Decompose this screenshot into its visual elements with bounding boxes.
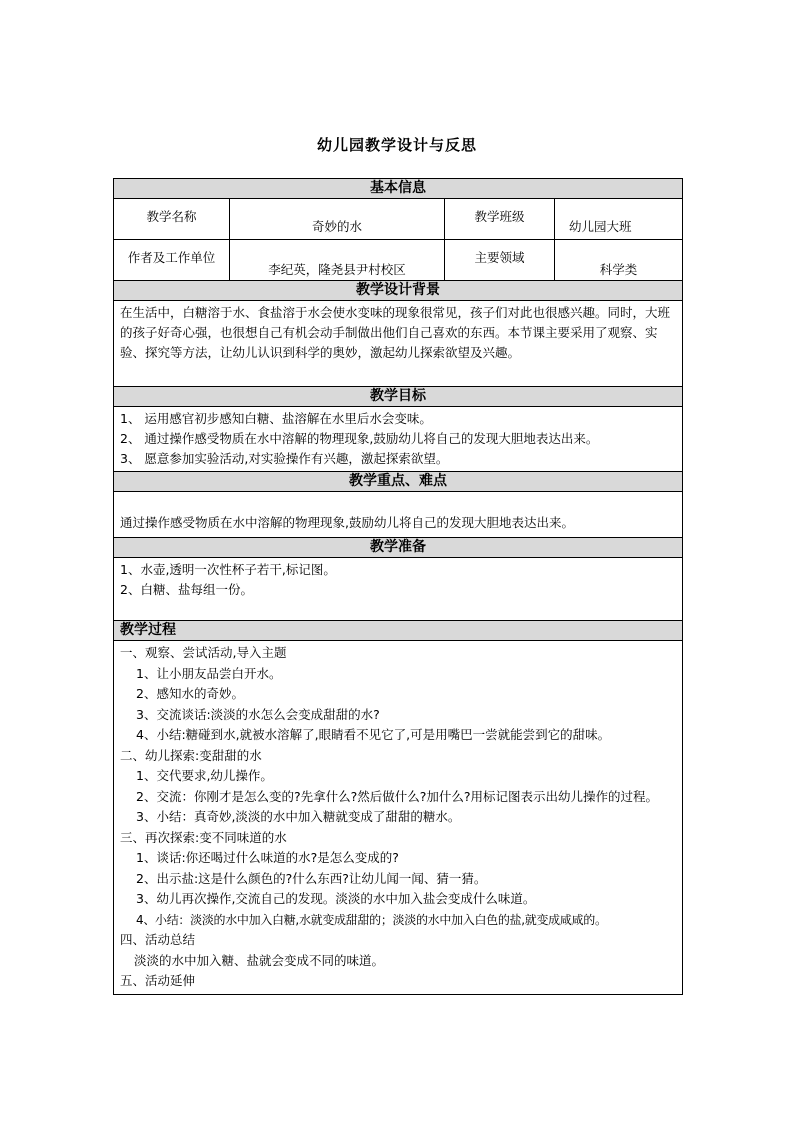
- goal-item: 2、 通过操作感受物质在水中溶解的物理现象,鼓励幼儿将自己的发现大胆地表达出来。: [120, 431, 599, 446]
- background-text: 在生活中，白糖溶于水、食盐溶于水会使水变味的现象很常见，孩子们对此也很感兴趣。同时，大班的孩子好奇心强，也很想自己有机会动手制做出他们自己喜欢的东西。本节课主要采用了观察、实验、探究等方法，让幼儿认识到科学的奥妙，激起幼儿探索欲望及兴趣。: [114, 301, 683, 387]
- process-item: 4、小结:糖碰到水,就被水溶解了,眼睛看不见它了,可是用嘴巴一尝就能尝到它的甜味。: [136, 727, 611, 742]
- process-item: 3、小结：真奇妙,淡淡的水中加入糖就变成了甜甜的糖水。: [136, 809, 461, 824]
- prep-list: [114, 558, 683, 621]
- process-item: 3、交流谈话:淡淡的水怎么会变成甜甜的水?: [136, 706, 380, 722]
- process-item: 1、谈话:你还喝过什么味道的水?是怎么变成的?: [136, 850, 399, 865]
- label-lesson-name: 教学名称: [114, 199, 230, 240]
- value-lesson-name: 奇妙的水: [230, 199, 445, 240]
- lesson-plan-table: [113, 178, 683, 995]
- process-item: 2、感知水的奇妙。: [136, 686, 244, 701]
- process-item: 3、幼儿再次操作,交流自己的发现。淡淡的水中加入盐会变成什么味道。: [136, 891, 536, 906]
- prep-item: 2、白糖、盐每组一份。: [120, 582, 253, 597]
- process-step-heading: 三、再次探索:变不同味道的水: [120, 829, 287, 845]
- keypoints-text: [114, 492, 683, 538]
- goals-list: [114, 407, 683, 472]
- process-step-heading: 一、观察、尝试活动,导入主题: [120, 645, 287, 660]
- section-header-background: 教学设计背景: [114, 281, 683, 301]
- section-header-process: 教学过程: [114, 621, 683, 641]
- prep-item: 1、水壶,透明一次性杯子若干,标记图。: [120, 562, 336, 577]
- process-item: 淡淡的水中加入糖、盐就会变成不同的味道。: [134, 952, 385, 968]
- process-step-heading: 五、活动延伸: [120, 973, 196, 988]
- label-class: 教学班级: [445, 199, 555, 240]
- process-list: [114, 641, 683, 995]
- value-class: 幼儿园大班: [555, 199, 683, 240]
- process-item: 1、交代要求,幼儿操作。: [136, 768, 273, 783]
- section-header-prep: 教学准备: [114, 538, 683, 558]
- process-step-heading: 四、活动总结: [120, 932, 196, 947]
- process-item: 1、让小朋友品尝白开水。: [136, 665, 282, 681]
- process-item: 2、出示盐:这是什么颜色的?什么东西?让幼儿闻一闻、猜一猜。: [136, 870, 487, 886]
- goal-item: 1、 运用感官初步感知白糖、盐溶解在水里后水会变味。: [120, 411, 432, 426]
- document-title: 幼儿园教学设计与反思: [316, 136, 477, 154]
- label-main-domain: 主要领域: [445, 240, 555, 281]
- goal-item: 3、 愿意参加实验活动,对实验操作有兴趣，激起探索欲望。: [120, 451, 449, 466]
- value-main-domain: 科学类: [555, 240, 683, 281]
- label-author-unit: 作者及工作单位: [114, 240, 230, 281]
- value-author-unit: 李纪英，隆尧县尹村校区: [230, 240, 445, 281]
- process-item: 4、小结：淡淡的水中加入白糖,水就变成甜甜的；淡淡的水中加入白色的盐,就变成咸咸的。: [136, 912, 607, 927]
- process-item: 2、交流：你刚才是怎么变的?先拿什么?然后做什么?加什么?用标记图表示出幼儿操作的过程。: [136, 788, 658, 804]
- section-header-keypoints: 教学重点、难点: [114, 472, 683, 492]
- keypoints-line: 通过操作感受物质在水中溶解的物理现象,鼓励幼儿将自己的发现大胆地表达出来。: [120, 515, 574, 530]
- process-step-heading: 二、幼儿探索:变甜甜的水: [120, 747, 262, 763]
- section-header-basic-info: 基本信息: [114, 179, 683, 199]
- section-header-goals: 教学目标: [114, 387, 683, 407]
